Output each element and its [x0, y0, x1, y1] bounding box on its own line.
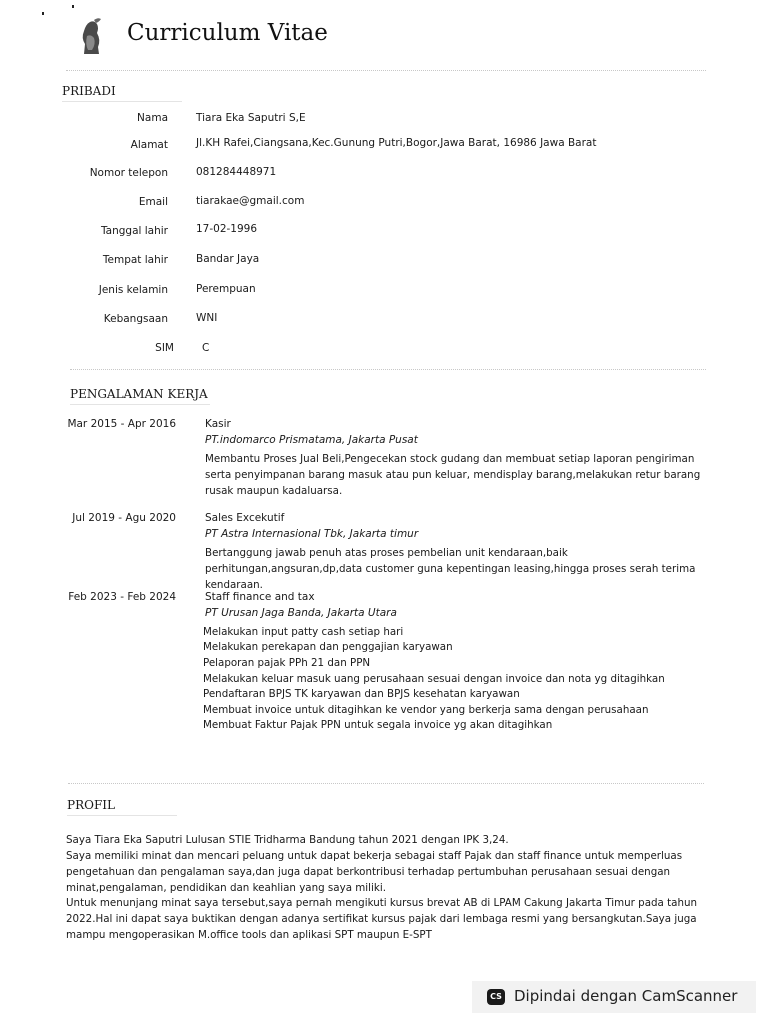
scan-speck — [42, 12, 44, 15]
divider — [70, 369, 706, 370]
section-heading-pengalaman: PENGALAMAN KERJA — [70, 387, 208, 401]
field-value: WNI — [196, 312, 218, 324]
field-label: Jenis kelamin — [98, 284, 168, 296]
field-label: Nama — [137, 112, 168, 124]
job-description: Bertanggung jawab penuh atas proses pembelian unit kendaraan,baik perhitungan,angsuran,dp,data customer guna kepentingan leasing,hingga proses serah terima kendaraan. — [205, 547, 696, 591]
page-title: Curriculum Vitae — [127, 20, 328, 46]
field-value: Jl.KH Rafei,Ciangsana,Kec.Gunung Putri,Bogor,Jawa Barat, 16986 Jawa Barat — [196, 137, 597, 149]
job-duty: Membuat Faktur Pajak PPN untuk segala invoice yg akan ditagihkan — [203, 719, 553, 731]
profile-photo — [76, 14, 106, 56]
section-heading-underline — [67, 815, 177, 816]
camscanner-logo-icon: CS — [487, 989, 505, 1005]
field-value: tiarakae@gmail.com — [196, 195, 305, 207]
divider — [66, 70, 706, 71]
scan-speck — [72, 5, 74, 8]
field-value: C — [202, 342, 210, 354]
section-heading-profil: PROFIL — [67, 798, 115, 812]
field-value: 17-02-1996 — [196, 223, 258, 235]
field-label: Tempat lahir — [102, 254, 168, 266]
field-value: 081284448971 — [196, 166, 277, 178]
field-value: Tiara Eka Saputri S,E — [196, 112, 306, 124]
field-label: Alamat — [130, 139, 168, 151]
job-description: Membantu Proses Jual Beli,Pengecekan stock gudang dan membuat setiap laporan pengiriman serta penyimpanan barang masuk atau pun keluar, mendisplay barang,melakukan retur barang rusak maupun kadaluarsa. — [205, 453, 701, 497]
field-value: Perempuan — [196, 283, 256, 295]
scanner-watermark-text: Dipindai dengan CamScanner — [514, 987, 738, 1005]
section-heading-underline — [70, 404, 210, 405]
job-period: Feb 2023 - Feb 2024 — [68, 591, 176, 603]
profile-paragraph: Saya Tiara Eka Saputri Lulusan STIE Tridharma Bandung tahun 2021 dengan IPK 3,24. — [66, 834, 509, 846]
profile-paragraph: Saya memiliki minat dan mencari peluang untuk dapat bekerja sebagai staff Pajak dan staff finance untuk memperluas pengetahuan dan pengalaman saya,dan juga dapat berkontribusi terhadap pertumbuhan perusahaan sesuai dengan minat,pengalaman, pendidikan dan keahlian yang saya miliki. — [66, 850, 683, 894]
job-duty: Pelaporan pajak PPh 21 dan PPN — [203, 657, 371, 669]
job-duty: Melakukan keluar masuk uang perusahaan sesuai dengan invoice dan nota yg ditagihkan — [203, 673, 665, 685]
section-heading-pribadi: PRIBADI — [62, 84, 116, 98]
divider — [68, 783, 704, 784]
field-label: Kebangsaan — [103, 313, 168, 325]
field-value: Bandar Jaya — [196, 253, 260, 265]
job-duty: Melakukan input patty cash setiap hari — [203, 626, 404, 638]
job-period: Jul 2019 - Agu 2020 — [72, 512, 176, 524]
job-title: Sales Excekutif — [205, 512, 285, 524]
section-heading-underline — [62, 101, 182, 102]
field-label: Email — [138, 196, 168, 208]
job-company: PT Astra Internasional Tbk, Jakarta timur — [205, 528, 419, 540]
job-period: Mar 2015 - Apr 2016 — [67, 418, 176, 430]
job-company: PT.indomarco Prismatama, Jakarta Pusat — [205, 434, 418, 446]
profile-paragraph: Untuk menunjang minat saya tersebut,saya pernah mengikuti kursus brevat AB di LPAM Cakung Jakarta Timur pada tahun 2022.Hal ini dapat saya buktikan dengan adanya sertifikat kursus pajak dari lembaga resmi yang bersangkutan.Saya juga mampu mengoperasikan M.office tools dan aplikasi SPT maupun E-SPT — [66, 897, 698, 941]
field-label: SIM — [155, 342, 174, 354]
job-duty: Membuat invoice untuk ditagihkan ke vendor yang berkerja sama dengan perusahaan — [203, 704, 649, 716]
job-title: Staff finance and tax — [205, 591, 315, 603]
job-duty: Melakukan perekapan dan penggajian karyawan — [203, 641, 453, 653]
field-label: Nomor telepon — [89, 167, 168, 179]
job-title: Kasir — [205, 418, 231, 430]
job-duty: Pendaftaran BPJS TK karyawan dan BPJS kesehatan karyawan — [203, 688, 520, 700]
field-label: Tanggal lahir — [100, 225, 168, 237]
job-company: PT Urusan Jaga Banda, Jakarta Utara — [205, 607, 397, 619]
